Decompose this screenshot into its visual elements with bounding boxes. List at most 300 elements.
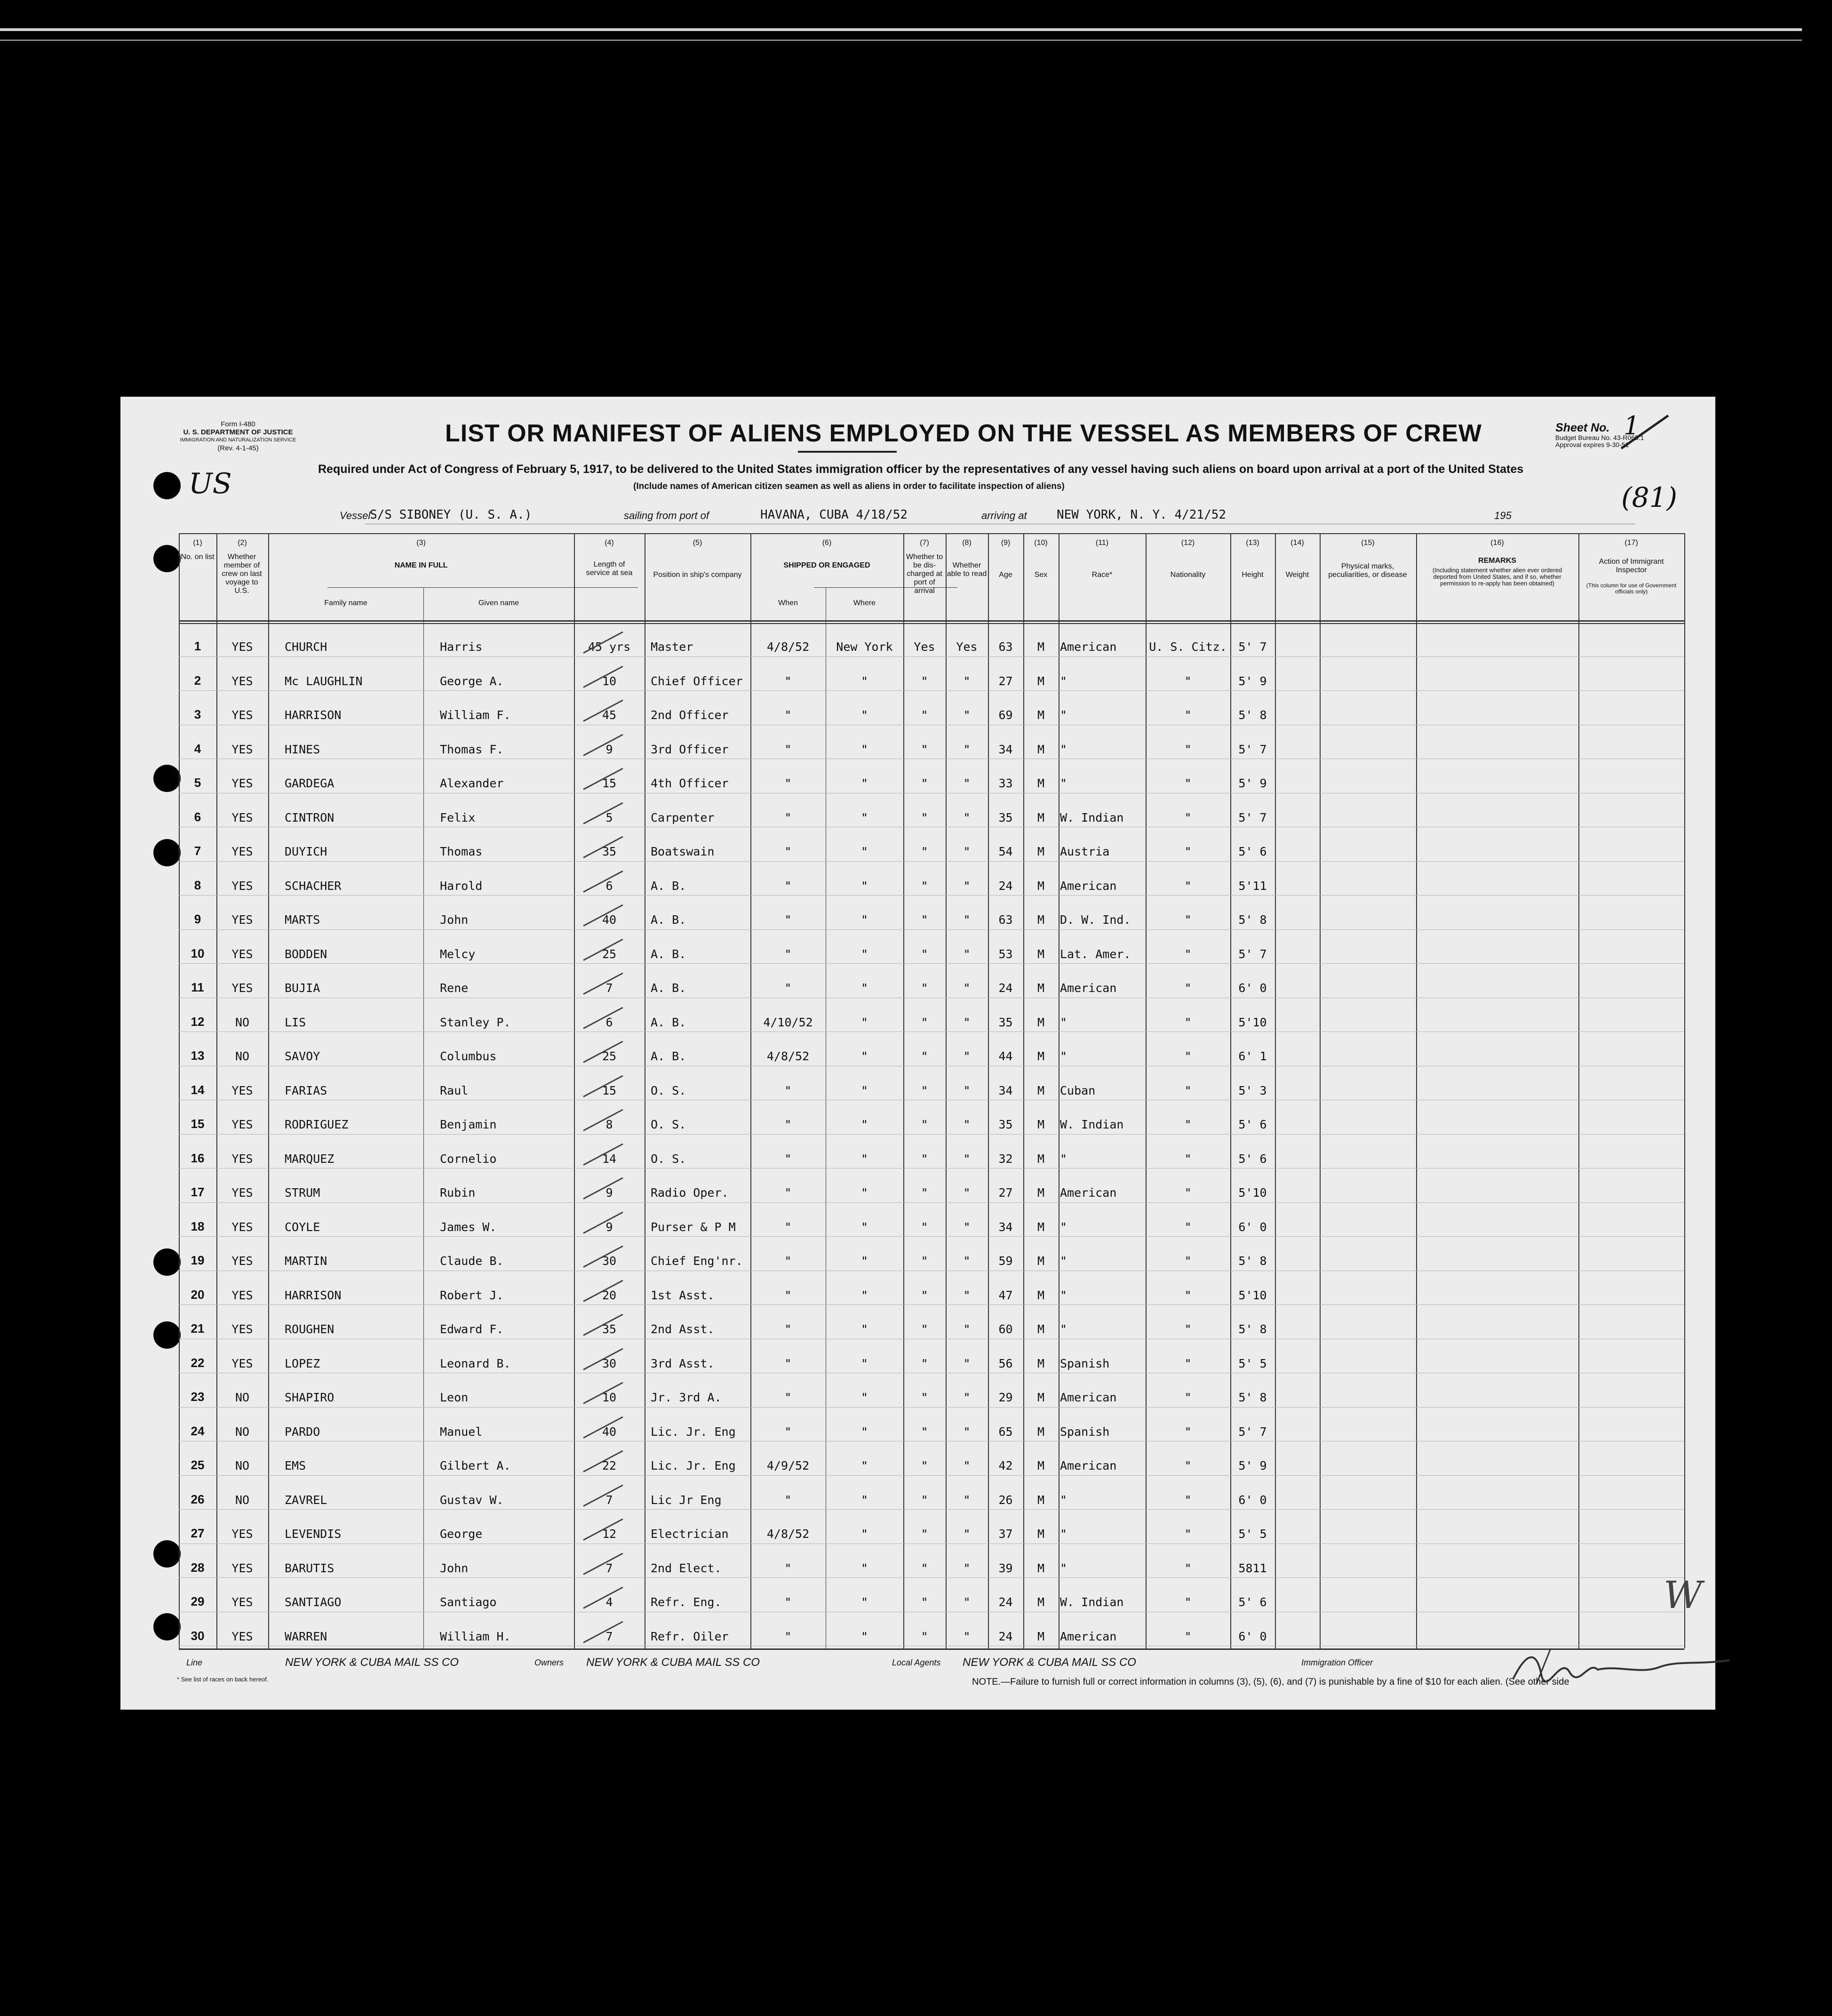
cell-read: "	[963, 1424, 971, 1439]
cell-disch: "	[921, 742, 928, 756]
cell-read: "	[963, 879, 971, 893]
cell-where: "	[860, 1595, 868, 1609]
vessel-value: S/S SIBONEY (U. S. A.)	[370, 508, 532, 522]
row-number: 30	[191, 1628, 205, 1643]
cell-family: DUYICH	[285, 845, 327, 858]
cell-age: 24	[998, 1629, 1013, 1643]
cell-family: MARQUEZ	[285, 1152, 335, 1166]
cell-race: W. Indian	[1060, 1595, 1124, 1609]
form-rev: (Rev. 4-1-45)	[217, 444, 259, 452]
row-number: 19	[191, 1253, 205, 1267]
cell-where: "	[860, 776, 868, 790]
cell-race: American	[1060, 1186, 1117, 1200]
cell-age: 35	[998, 1015, 1013, 1029]
cell-when: "	[784, 1493, 792, 1507]
cell-sex: M	[1037, 810, 1045, 824]
cell-height: 5' 8	[1238, 1391, 1267, 1404]
col-header-no-on-list: No. on list	[181, 553, 215, 561]
cell-service: 35	[602, 1322, 617, 1336]
cell-where: "	[860, 1424, 868, 1439]
cell-nat: "	[1184, 1220, 1192, 1234]
cell-height: 5'10	[1238, 1186, 1267, 1200]
punch-hole	[153, 765, 181, 792]
cell-position: Chief Eng'nr.	[651, 1254, 743, 1268]
row-number: 6	[194, 809, 201, 824]
cell-given: Gustav W.	[440, 1493, 504, 1507]
cell-read: "	[963, 981, 971, 995]
cell-race: "	[1060, 1049, 1067, 1063]
col-num-16: (16)	[1490, 539, 1504, 547]
col-num-13: (13)	[1246, 539, 1259, 547]
cell-service: 30	[602, 1254, 617, 1268]
cell-when: "	[784, 742, 792, 756]
cell-age: 34	[998, 1220, 1013, 1234]
cell-sex: M	[1037, 742, 1045, 756]
cell-race: "	[1060, 1015, 1067, 1029]
cell-disch: "	[921, 776, 928, 790]
cell-position: Purser & P M	[651, 1220, 736, 1234]
cell-where: "	[860, 879, 868, 893]
cell-height: 5' 8	[1238, 1254, 1267, 1268]
cell-when: "	[784, 1083, 792, 1097]
cell-where: "	[860, 1561, 868, 1575]
col-num-9: (9)	[1001, 539, 1011, 547]
cell-read: "	[963, 1288, 971, 1302]
cell-sex: M	[1037, 708, 1045, 722]
row-rule	[179, 1304, 1684, 1305]
punch-hole	[153, 1321, 181, 1349]
row-number: 26	[191, 1492, 205, 1506]
cell-when: 4/8/52	[766, 1049, 810, 1063]
table-top-rule	[179, 533, 1684, 534]
cell-height: 6' 0	[1238, 1493, 1267, 1507]
row-rule	[179, 1577, 1684, 1578]
row-number: 13	[191, 1048, 205, 1063]
cell-age: 56	[998, 1356, 1013, 1370]
cell-when: "	[784, 674, 792, 688]
form-service: IMMIGRATION AND NATURALIZATION SERVICE	[180, 437, 296, 443]
cell-age: 69	[998, 708, 1013, 722]
cell-nat: "	[1184, 1561, 1192, 1575]
cell-given: John	[440, 1561, 469, 1575]
cell-when: "	[784, 845, 792, 858]
cell-when: "	[784, 1322, 792, 1336]
row-number: 15	[191, 1117, 205, 1131]
col-num-6: (6)	[822, 539, 832, 547]
cell-where: "	[860, 1152, 868, 1166]
cell-family: SHAPIRO	[285, 1391, 335, 1404]
cell-race: "	[1060, 1152, 1067, 1166]
page-subtitle: Required under Act of Congress of February 5, 1917, to be delivered to the United States immigration officer by the representatives of any vessel having such aliens on board upon arrival at a port of the United States	[318, 463, 1524, 476]
races-footnote: * See list of races on back hereof.	[177, 1676, 269, 1683]
cell-age: 44	[998, 1049, 1013, 1063]
cell-disch: "	[921, 1493, 928, 1507]
column-rule	[1320, 533, 1321, 1648]
year-label: 195	[1494, 510, 1512, 521]
cell-position: Refr. Eng.	[651, 1595, 722, 1609]
cell-sex: M	[1037, 1118, 1045, 1131]
cell-disch: "	[921, 1083, 928, 1097]
cell-sex: M	[1037, 674, 1045, 688]
margin-w-mark: W	[1664, 1573, 1703, 1617]
cell-sex: M	[1037, 913, 1045, 927]
col-header-shipped: SHIPPED OR ENGAGED	[783, 561, 870, 569]
col-header-nationality: Nationality	[1170, 571, 1206, 579]
row-rule	[179, 656, 1684, 657]
cell-position: A. B.	[651, 1015, 686, 1029]
cell-sex: M	[1037, 1322, 1045, 1336]
cell-given: Thomas	[440, 845, 483, 858]
cell-service: 9	[605, 1186, 613, 1200]
cell-height: 5' 5	[1238, 1527, 1267, 1541]
col-header-name: NAME IN FULL	[394, 561, 448, 569]
officer-label: Immigration Officer	[1301, 1658, 1373, 1667]
cell-race: American	[1060, 1629, 1117, 1643]
cell-sex: M	[1037, 1049, 1045, 1063]
cell-given: Rene	[440, 981, 469, 995]
cell-position: Lic. Jr. Eng	[651, 1459, 736, 1472]
cell-height: 5'11	[1238, 879, 1267, 893]
col-header-when: When	[778, 599, 798, 607]
cell-age: 34	[998, 742, 1013, 756]
cell-disch: Yes	[914, 640, 935, 654]
cell-height: 5'10	[1238, 1288, 1267, 1302]
cell-race: "	[1060, 1322, 1067, 1336]
cell-family: FARIAS	[285, 1083, 327, 1097]
cell-disch: "	[921, 1220, 928, 1234]
form-id-block	[177, 420, 299, 452]
column-rule	[1578, 533, 1579, 1648]
cell-nat: "	[1184, 947, 1192, 961]
cell-sex: M	[1037, 1595, 1045, 1609]
cell-read: "	[963, 845, 971, 858]
cell-race: "	[1060, 776, 1067, 790]
cell-when: "	[784, 708, 792, 722]
cell-given: Manuel	[440, 1424, 483, 1439]
cell-service: 7	[605, 1493, 613, 1507]
cell-family: GARDEGA	[285, 776, 335, 790]
cell-service: 40	[602, 1424, 617, 1439]
owners-label: Owners	[534, 1658, 564, 1667]
cell-where: "	[860, 845, 868, 858]
cell-height: 5' 8	[1238, 1322, 1267, 1336]
form-id: Form I-480	[221, 420, 255, 428]
cell-nat: "	[1184, 1083, 1192, 1097]
cell-nat: "	[1184, 1118, 1192, 1131]
cell-age: 27	[998, 1186, 1013, 1200]
cell-height: 5' 6	[1238, 1152, 1267, 1166]
cell-nat: "	[1184, 1288, 1192, 1302]
cell-race: W. Indian	[1060, 1118, 1124, 1131]
row-rule	[179, 690, 1684, 691]
row-number: 4	[194, 741, 201, 756]
cell-disch: "	[921, 1186, 928, 1200]
cell-read: "	[963, 708, 971, 722]
col-header-sex: Sex	[1034, 571, 1048, 579]
cell-position: A. B.	[651, 947, 686, 961]
cell-read: "	[963, 1459, 971, 1472]
cell-sex: M	[1037, 1527, 1045, 1541]
cell-height: 5' 7	[1238, 640, 1267, 654]
cell-disch: "	[921, 913, 928, 927]
row-number: 3	[194, 707, 201, 721]
cell-age: 63	[998, 640, 1013, 654]
row-rule	[179, 929, 1684, 930]
cell-nat: "	[1184, 1629, 1192, 1643]
row-rule	[179, 963, 1684, 964]
cell-sex: M	[1037, 640, 1045, 654]
col-header-weight: Weight	[1285, 571, 1309, 579]
punch-hole	[153, 1613, 181, 1640]
cell-age: 60	[998, 1322, 1013, 1336]
cell-service: 7	[605, 1629, 613, 1643]
cell-age: 37	[998, 1527, 1013, 1541]
cell-disch: "	[921, 1049, 928, 1063]
cell-race: "	[1060, 674, 1067, 688]
cell-family: EMS	[285, 1459, 306, 1472]
cell-read: "	[963, 1493, 971, 1507]
cell-sex: M	[1037, 776, 1045, 790]
cell-given: Gilbert A.	[440, 1459, 511, 1472]
cell-sex: M	[1037, 845, 1045, 858]
cell-position: 2nd Officer	[651, 708, 729, 722]
cell-given: Columbus	[440, 1049, 497, 1063]
cell-age: 53	[998, 947, 1013, 961]
cell-sex: M	[1037, 1083, 1045, 1097]
cell-sex: M	[1037, 1459, 1045, 1472]
row-number: 17	[191, 1185, 205, 1199]
cell-nat: "	[1184, 1049, 1192, 1063]
cell-disch: "	[921, 1595, 928, 1609]
cell-race: Spanish	[1060, 1356, 1110, 1370]
cell-age: 35	[998, 1118, 1013, 1131]
cell-service: 10	[602, 674, 617, 688]
cell-where: "	[860, 1015, 868, 1029]
punch-hole	[153, 839, 181, 866]
sailing-label: sailing from port of	[624, 510, 709, 521]
row-number: 22	[191, 1355, 205, 1370]
cell-position: Radio Oper.	[651, 1186, 729, 1200]
arriving-label: arriving at	[981, 510, 1027, 521]
cell-where: "	[860, 947, 868, 961]
cell-where: "	[860, 674, 868, 688]
cell-where: "	[860, 1049, 868, 1063]
cell-race: American	[1060, 879, 1117, 893]
cell-family: COYLE	[285, 1220, 320, 1234]
cell-given: John	[440, 913, 469, 927]
cell-given: Leonard B.	[440, 1356, 511, 1370]
cell-member: YES	[231, 913, 253, 927]
cell-sex: M	[1037, 947, 1045, 961]
cell-given: Claude B.	[440, 1254, 504, 1268]
cell-family: Mc LAUGHLIN	[285, 674, 363, 688]
cell-height: 5811	[1238, 1561, 1267, 1575]
cell-race: American	[1060, 640, 1117, 654]
cell-height: 5' 8	[1238, 913, 1267, 927]
col-header-action-sub: (This column for use of Government officials only)	[1586, 582, 1677, 595]
cell-position: O. S.	[651, 1118, 686, 1131]
cell-position: Jr. 3rd A.	[651, 1391, 722, 1404]
col-header-remarks: REMARKS	[1478, 557, 1516, 565]
cell-given: Leon	[440, 1391, 469, 1404]
cell-given: Alexander	[440, 776, 504, 790]
cell-disch: "	[921, 708, 928, 722]
cell-when: "	[784, 776, 792, 790]
cell-member: YES	[231, 1118, 253, 1131]
cell-where: "	[860, 1118, 868, 1131]
cell-family: BUJIA	[285, 981, 320, 995]
name-subheader-rule	[327, 587, 638, 588]
header-bottom-rule-2	[179, 623, 1684, 624]
cell-when: "	[784, 1561, 792, 1575]
cell-position: 2nd Asst.	[651, 1322, 715, 1336]
row-number: 12	[191, 1014, 205, 1029]
cell-when: "	[784, 1356, 792, 1370]
cell-family: HARRISON	[285, 708, 342, 722]
row-number: 21	[191, 1321, 205, 1336]
cell-read: "	[963, 1220, 971, 1234]
cell-family: LOPEZ	[285, 1356, 320, 1370]
cell-position: Carpenter	[651, 810, 715, 824]
cell-family: RODRIGUEZ	[285, 1118, 349, 1131]
cell-member: YES	[231, 1083, 253, 1097]
cell-nat: "	[1184, 1356, 1192, 1370]
cell-member: YES	[231, 1561, 253, 1575]
row-number: 18	[191, 1219, 205, 1233]
col-header-able-read: Whether able to read	[947, 561, 987, 578]
cell-nat: "	[1184, 845, 1192, 858]
col-num-10: (10)	[1034, 539, 1048, 547]
col-num-14: (14)	[1290, 539, 1304, 547]
cell-member: YES	[231, 708, 253, 722]
cell-family: BARUTIS	[285, 1561, 335, 1575]
cell-age: 24	[998, 879, 1013, 893]
cell-where: "	[860, 1356, 868, 1370]
cell-height: 5' 8	[1238, 708, 1267, 722]
cell-sex: M	[1037, 879, 1045, 893]
cell-race: American	[1060, 981, 1117, 995]
cell-sex: M	[1037, 1391, 1045, 1404]
cell-read: "	[963, 1254, 971, 1268]
col-header-action: Action of Immigrant Inspector	[1599, 558, 1664, 574]
table-bottom-rule	[179, 1648, 1684, 1650]
cell-where: "	[860, 1391, 868, 1404]
cell-read: "	[963, 776, 971, 790]
arriving-value: NEW YORK, N. Y. 4/21/52	[1057, 508, 1227, 522]
col-header-discharged: Whether to be dis-charged at port of arrival	[906, 553, 943, 595]
cell-sex: M	[1037, 1561, 1045, 1575]
cell-service: 9	[605, 742, 613, 756]
cell-where: "	[860, 1527, 868, 1541]
header-bottom-rule	[179, 620, 1684, 622]
cell-when: "	[784, 1288, 792, 1302]
cell-height: 5' 6	[1238, 1118, 1267, 1131]
cell-age: 32	[998, 1152, 1013, 1166]
cell-read: "	[963, 1561, 971, 1575]
cell-age: 39	[998, 1561, 1013, 1575]
row-rule	[179, 1134, 1684, 1135]
cell-race: W. Indian	[1060, 810, 1124, 824]
cell-nat: "	[1184, 776, 1192, 790]
cell-where: "	[860, 1254, 868, 1268]
margin-note: US	[189, 467, 232, 500]
cell-read: Yes	[956, 640, 978, 654]
owners-value: NEW YORK & CUBA MAIL SS CO	[586, 1656, 760, 1669]
cell-member: YES	[231, 879, 253, 893]
cell-read: "	[963, 674, 971, 688]
cell-position: A. B.	[651, 1049, 686, 1063]
cell-nat: "	[1184, 1254, 1192, 1268]
column-rule	[268, 533, 269, 1648]
cell-service: 20	[602, 1288, 617, 1302]
cell-age: 29	[998, 1391, 1013, 1404]
col-header-where: Where	[853, 599, 876, 607]
cell-member: YES	[231, 674, 253, 688]
cell-nat: "	[1184, 1459, 1192, 1472]
row-number: 20	[191, 1287, 205, 1302]
cell-race: "	[1060, 1254, 1067, 1268]
cell-race: "	[1060, 1527, 1067, 1541]
cell-service: 45 yrs	[588, 640, 631, 654]
penalty-note: NOTE.—Failure to furnish full or correct information in columns (3), (5), (6), and (7) is punishable by a fine of $10 for each alien. (See other side	[972, 1677, 1569, 1687]
cell-when: 4/9/52	[766, 1459, 810, 1472]
cell-given: Stanley P.	[440, 1015, 511, 1029]
cell-member: YES	[231, 742, 253, 756]
cell-member: YES	[231, 1527, 253, 1541]
cell-read: "	[963, 1322, 971, 1336]
cell-height: 6' 0	[1238, 1629, 1267, 1643]
punch-hole	[153, 1248, 181, 1276]
cell-family: CHURCH	[285, 640, 327, 654]
cell-read: "	[963, 1595, 971, 1609]
cell-member: NO	[235, 1049, 250, 1063]
cell-when: "	[784, 1391, 792, 1404]
manifest-sheet	[120, 397, 1715, 1710]
row-rule	[179, 1509, 1684, 1510]
cell-nat: "	[1184, 1015, 1192, 1029]
cell-service: 15	[602, 776, 617, 790]
cell-read: "	[963, 1118, 971, 1131]
col-header-race: Race*	[1091, 571, 1113, 579]
cell-position: Electrician	[651, 1527, 729, 1541]
cell-service: 40	[602, 913, 617, 927]
cell-disch: "	[921, 1391, 928, 1404]
cell-sex: M	[1037, 1186, 1045, 1200]
column-rule	[1275, 533, 1276, 1648]
cell-age: 59	[998, 1254, 1013, 1268]
cell-family: HINES	[285, 742, 320, 756]
column-rule	[1416, 533, 1417, 1648]
cell-family: ZAVREL	[285, 1493, 327, 1507]
row-number: 16	[191, 1151, 205, 1165]
cell-family: SAVOY	[285, 1049, 320, 1063]
cell-disch: "	[921, 1288, 928, 1302]
crew-table	[179, 533, 1684, 1653]
cell-height: 5' 5	[1238, 1356, 1267, 1370]
row-number: 27	[191, 1526, 205, 1540]
col-header-position: Position in ship's company	[653, 571, 742, 579]
budget-number: Budget Bureau No. 43-R065.1	[1555, 434, 1644, 441]
col-header-given: Given name	[478, 599, 519, 607]
cell-where: "	[860, 1220, 868, 1234]
cell-sex: M	[1037, 981, 1045, 995]
cell-given: William H.	[440, 1629, 511, 1643]
cell-family: BODDEN	[285, 947, 327, 961]
cell-service: 14	[602, 1152, 617, 1166]
cell-race: "	[1060, 1561, 1067, 1575]
row-rule	[179, 895, 1684, 896]
cell-height: 6' 0	[1238, 981, 1267, 995]
